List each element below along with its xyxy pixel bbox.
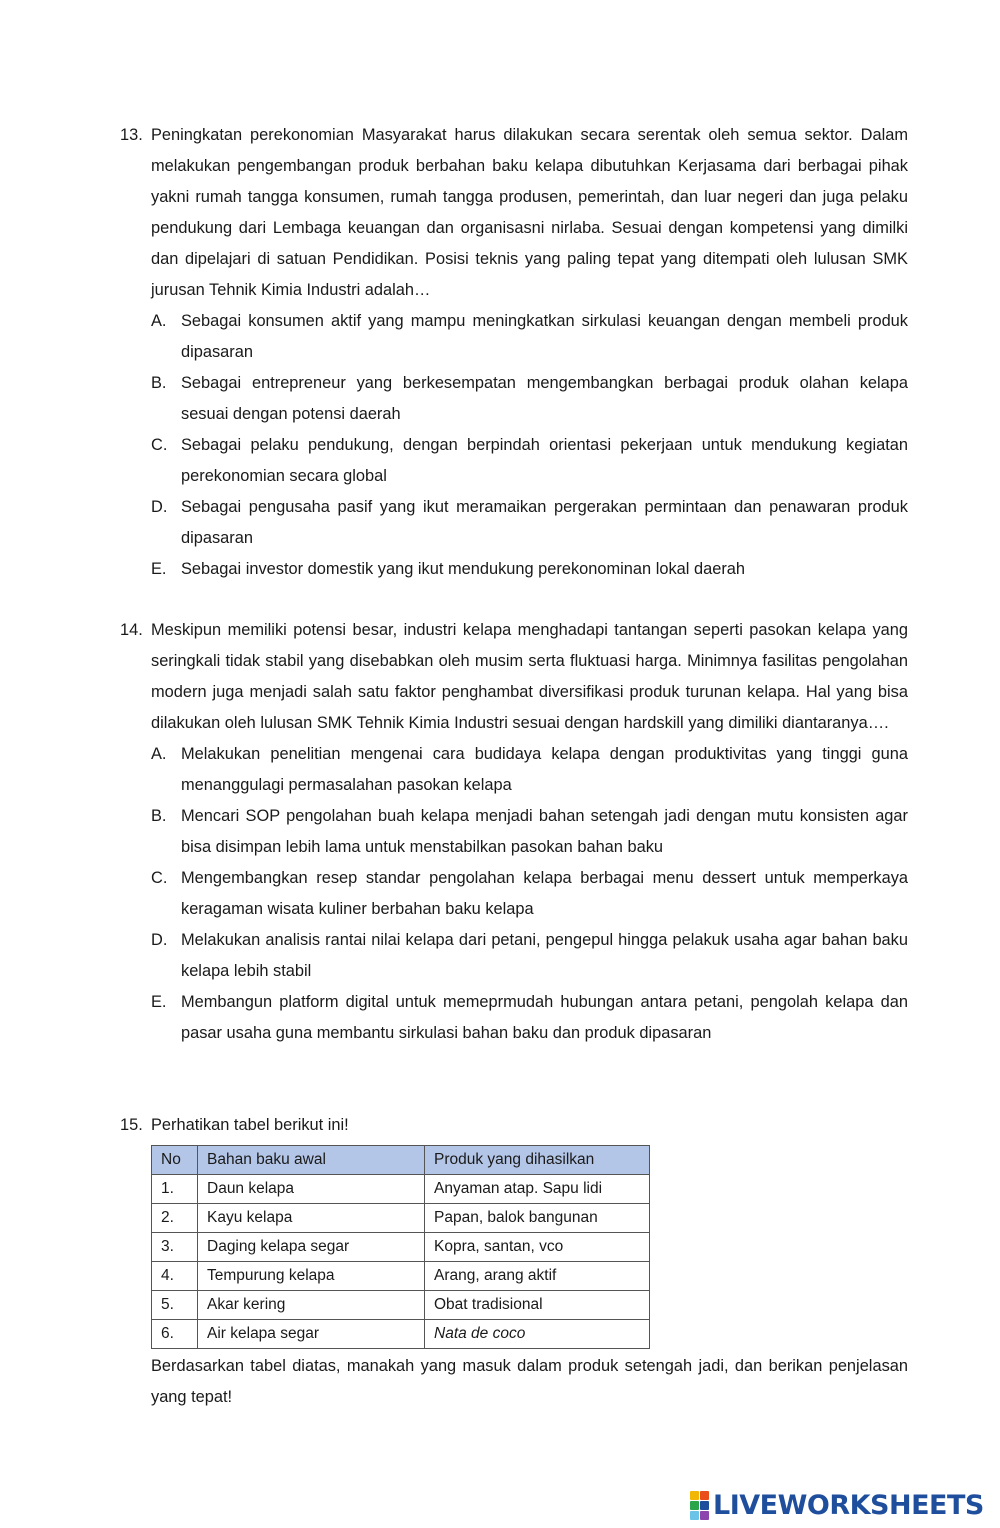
table-row: [152, 1233, 650, 1262]
option-text: Mengembangkan resep standar pengolahan kelapa berbagai menu dessert untuk memperkaya keragaman wisata kuliner berbahan baku kelapa: [181, 869, 908, 918]
question-14: [120, 615, 908, 1049]
question-number: 15.: [120, 1116, 143, 1134]
option-d: [151, 492, 908, 554]
liveworksheets-logo: [690, 1488, 984, 1522]
option-text: Mencari SOP pengolahan buah kelapa menjadi bahan setengah jadi dengan mutu konsisten agar bisa disimpan lebih lama untuk menstabilkan pasokan bahan baku: [181, 807, 908, 856]
option-e: [151, 987, 908, 1049]
cell-produk: Papan, balok bangunan: [425, 1204, 650, 1233]
option-letter: E.: [151, 560, 167, 578]
cell-produk: Arang, arang aktif: [425, 1262, 650, 1291]
question-number: 14.: [120, 621, 143, 639]
cell-no: 3.: [152, 1233, 198, 1262]
option-a: [151, 306, 908, 368]
cell-produk: Nata de coco: [425, 1320, 650, 1349]
coconut-products-table: [151, 1145, 650, 1349]
option-text: Sebagai investor domestik yang ikut mendukung perekonominan lokal daerah: [181, 560, 746, 578]
question-text: Meskipun memiliki potensi besar, industri kelapa menghadapi tantangan seperti pasokan kelapa yang seringkali tidak stabil yang disebabkan oleh musim serta fluktuasi harga. Minimnya fasilitas pengolahan modern juga menjadi salah satu faktor penghambat diversifikasi produk turunan kelapa. Hal yang bisa dilakukan oleh lulusan SMK Tehnik Kimia Industri sesuai dengan hardskill yang dimiliki diantaranya….: [151, 621, 908, 732]
option-letter: B.: [151, 374, 167, 392]
cell-bahan: Daun kelapa: [198, 1175, 425, 1204]
option-b: [151, 368, 908, 430]
table-row: [152, 1175, 650, 1204]
option-text: Sebagai pelaku pendukung, dengan berpindah orientasi pekerjaan untuk mendukung kegiatan perekonomian secara global: [181, 436, 908, 485]
cell-produk: Anyaman atap. Sapu lidi: [425, 1175, 650, 1204]
question-15: [120, 1110, 908, 1413]
liveworksheets-icon: [690, 1491, 710, 1519]
option-letter: B.: [151, 807, 167, 825]
question-number: 13.: [120, 126, 143, 144]
option-letter: D.: [151, 931, 168, 949]
table-row: [152, 1320, 650, 1349]
column-header-no: No: [152, 1146, 198, 1175]
option-text: Membangun platform digital untuk memeprmudah hubungan antara petani, pengolah kelapa dan pasar usaha guna membantu sirkulasi bahan baku dan produk dipasaran: [181, 993, 908, 1042]
option-text: Melakukan analisis rantai nilai kelapa dari petani, pengepul hingga pelakuk usaha agar bahan baku kelapa lebih stabil: [181, 931, 908, 980]
option-letter: D.: [151, 498, 168, 516]
option-text: Sebagai pengusaha pasif yang ikut meramaikan pergerakan permintaan dan penawaran produk dipasaran: [181, 498, 908, 547]
table-row: [152, 1204, 650, 1233]
option-a: [151, 739, 908, 801]
table-row: [152, 1291, 650, 1320]
brand-name: LIVEWORKSHEETS: [713, 1489, 984, 1521]
option-letter: C.: [151, 869, 168, 887]
option-c: [151, 863, 908, 925]
option-letter: E.: [151, 993, 167, 1011]
cell-bahan: Air kelapa segar: [198, 1320, 425, 1349]
option-text: Melakukan penelitian mengenai cara budidaya kelapa dengan produktivitas yang tinggi guna menanggulagi permasalahan pasokan kelapa: [181, 745, 908, 794]
cell-no: 1.: [152, 1175, 198, 1204]
cell-no: 5.: [152, 1291, 198, 1320]
option-b: [151, 801, 908, 863]
option-letter: C.: [151, 436, 168, 454]
cell-produk: Obat tradisional: [425, 1291, 650, 1320]
option-c: [151, 430, 908, 492]
cell-no: 6.: [152, 1320, 198, 1349]
cell-no: 2.: [152, 1204, 198, 1233]
options-list: [151, 306, 908, 585]
options-list: [151, 739, 908, 1049]
cell-bahan: Kayu kelapa: [198, 1204, 425, 1233]
option-letter: A.: [151, 745, 167, 763]
question-text: Peningkatan perekonomian Masyarakat harus dilakukan secara serentak oleh semua sektor. Dalam melakukan pengembangan produk berbahan baku kelapa dibutuhkan Kerjasama dari berbagai pihak yakni rumah tangga konsumen, rumah tangga produsen, pemerintah, dan luar negeri dan juga pelaku pendukung dari Lembaga keuangan dan organisasni nirlaba. Sesuai dengan kompetensi yang dimilki dan dipelajari di satuan Pendidikan. Posisi teknis yang paling tepat yang ditempati oleh lulusan SMK jurusan Tehnik Kimia Industri adalah…: [151, 126, 908, 299]
cell-bahan: Akar kering: [198, 1291, 425, 1320]
cell-no: 4.: [152, 1262, 198, 1291]
column-header-bahan: Bahan baku awal: [198, 1146, 425, 1175]
option-text: Sebagai konsumen aktif yang mampu meningkatkan sirkulasi keuangan dengan membeli produk dipasaran: [181, 312, 908, 361]
question-13: [120, 120, 908, 585]
table-row: [152, 1262, 650, 1291]
option-e: [151, 554, 908, 585]
table-header-row: [152, 1146, 650, 1175]
question-intro: Perhatikan tabel berikut ini!: [151, 1116, 349, 1134]
cell-produk: Kopra, santan, vco: [425, 1233, 650, 1262]
option-d: [151, 925, 908, 987]
option-text: Sebagai entrepreneur yang berkesempatan mengembangkan berbagai produk olahan kelapa sesuai dengan potensi daerah: [181, 374, 908, 423]
cell-bahan: Tempurung kelapa: [198, 1262, 425, 1291]
cell-bahan: Daging kelapa segar: [198, 1233, 425, 1262]
option-letter: A.: [151, 312, 167, 330]
column-header-produk: Produk yang dihasilkan: [425, 1146, 650, 1175]
question-text: Berdasarkan tabel diatas, manakah yang masuk dalam produk setengah jadi, dan berikan penjelasan yang tepat!: [151, 1357, 908, 1406]
